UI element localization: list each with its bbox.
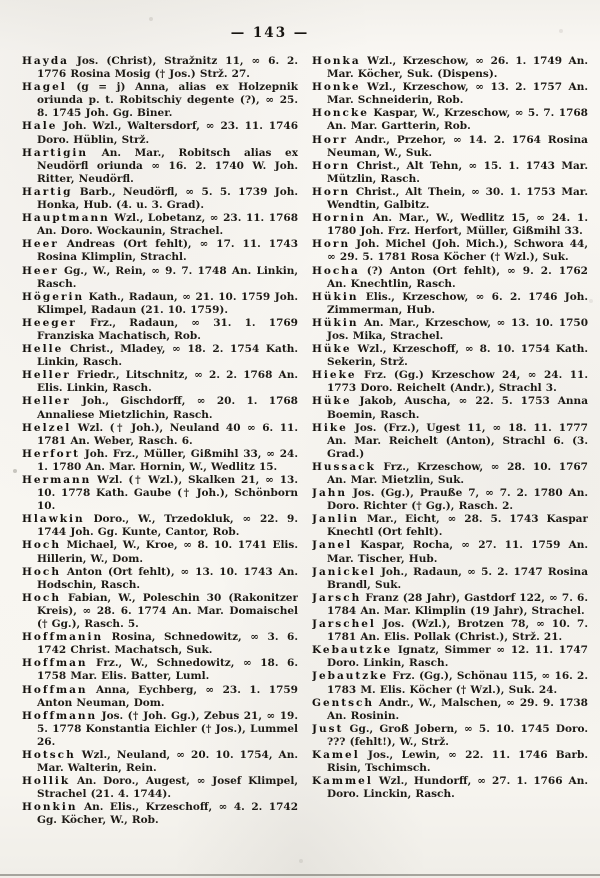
entry-surname: Jarsch — [312, 591, 362, 604]
entry-surname: Herfort — [22, 447, 81, 460]
entry-surname: Jebautzke — [312, 670, 389, 683]
register-entry: Hoffman Anna, Eychberg, ∞ 23. 1. 1759 Anton Neuman, Dom. — [22, 683, 298, 709]
entry-surname: Honcke — [312, 107, 369, 120]
register-entry: Hoffmanin Rosina, Schnedowitz, ∞ 3. 6. 1742 Christ. Machatsch, Suk. — [22, 631, 298, 657]
entry-surname: Hale — [22, 120, 58, 133]
entry-surname: Honke — [312, 81, 361, 94]
register-entry: Hauptmann Wzl., Lobetanz, ∞ 23. 11. 1768 An. Doro. Wockaunin, Strachel. — [22, 212, 298, 238]
register-entry: Hüke Jakob, Auscha, ∞ 22. 5. 1753 Anna Boemin, Rasch. — [312, 395, 588, 421]
register-entry: Jarsch Franz (28 Jahr), Gastdorf 122, ∞ 7. 6. 1784 An. Mar. Klimplin (19 Jahr), Strachel. — [312, 591, 588, 617]
register-entry: Hussack Frz., Krzeschow, ∞ 28. 10. 1767 An. Mar. Mietzlin, Suk. — [312, 460, 588, 486]
entry-surname: Hoffman — [22, 683, 88, 696]
register-entry: Kebautzke Ignatz, Simmer ∞ 12. 11. 1747 Doro. Linkin, Rasch. — [312, 644, 588, 670]
entry-surname: Hayda — [22, 55, 69, 67]
register-entry: Hermann Wzl. († Wzl.), Skalken 21, ∞ 13. 10. 1778 Kath. Gaube († Joh.), Schönborn 10. — [22, 474, 298, 513]
register-entry: Hoffman Frz., W., Schnedowitz, ∞ 18. 6. 1758 Mar. Elis. Batter, Luml. — [22, 657, 298, 683]
register-entry: Hartigin An. Mar., Robitsch alias ex Neudörfl oriunda ∞ 16. 2. 1740 W. Joh. Ritter, Neudörfl. — [22, 146, 298, 185]
entry-surname: Hoch — [22, 591, 61, 604]
entry-surname: Gentsch — [312, 696, 375, 709]
register-entry: Högerin Kath., Radaun, ∞ 21. 10. 1759 Joh. Klimpel, Radaun (21. 10. 1759). — [22, 290, 298, 316]
entry-surname: Heller — [22, 369, 71, 382]
entry-surname: Horn — [312, 238, 351, 251]
register-entry: Hükin An. Mar., Krzeschow, ∞ 13. 10. 1750 Jos. Mika, Strachel. — [312, 316, 588, 342]
register-entry: Hocha (?) Anton (Ort fehlt), ∞ 9. 2. 1762 An. Knechtlin, Rasch. — [312, 264, 588, 290]
register-entry: Janlin Mar., Eicht, ∞ 28. 5. 1743 Kaspar Knechtl (Ort fehlt). — [312, 513, 588, 539]
entry-surname: Jarschel — [312, 618, 376, 631]
entry-surname: Kebautzke — [312, 644, 393, 657]
entry-surname: Hükin — [312, 290, 359, 303]
register-entry: Janickel Joh., Radaun, ∞ 5. 2. 1747 Rosina Brandl, Suk. — [312, 565, 588, 591]
entry-surname: Helle — [22, 343, 64, 356]
entry-surname: Jahn — [312, 487, 348, 500]
entry-surname: Hüke — [312, 343, 352, 356]
register-entry: Hike Jos. (Frz.), Ugest 11, ∞ 18. 11. 1777 An. Mar. Reichelt (Anton), Strachl 6. (3. Grad.) — [312, 421, 588, 460]
register-entry: Herfort Joh. Frz., Müller, Gißmihl 33, ∞ 24. 1. 1780 An. Mar. Hornin, W., Wedlitz 15. — [22, 447, 298, 473]
register-entry: Jebautzke Frz. (Gg.), Schönau 115, ∞ 16. 2. 1783 M. Elis. Köcher († Wzl.), Suk. 24. — [312, 670, 588, 696]
register-entry: Hoch Michael, W., Kroe, ∞ 8. 10. 1741 Elis. Hillerin, W., Dom. — [22, 539, 298, 565]
register-entry: Horr Andr., Przehor, ∞ 14. 2. 1764 Rosina Neuman, W., Suk. — [312, 133, 588, 159]
entry-surname: Hagel — [22, 81, 67, 94]
entry-surname: Heer — [22, 238, 59, 251]
left-column — [22, 55, 298, 828]
register-entry: Horn Joh. Michel (Joh. Mich.), Schwora 44, ∞ 29. 5. 1781 Rosa Köcher († Wzl.), Suk. — [312, 238, 588, 264]
entry-surname: Hocha — [312, 264, 360, 277]
register-entry: Horn Christ., Alt Tehn, ∞ 15. 1. 1743 Mar. Mützlin, Rasch. — [312, 159, 588, 185]
entry-surname: Janel — [312, 539, 353, 552]
register-columns — [22, 55, 588, 828]
register-entry: Heer Gg., W., Rein, ∞ 9. 7. 1748 An. Linkin, Rasch. — [22, 264, 298, 290]
entry-surname: Hermann — [22, 474, 92, 486]
entry-surname: Horr — [312, 133, 348, 146]
scan-edge-line — [0, 874, 600, 876]
entry-surname: Heer — [22, 264, 59, 277]
entry-surname: Hauptmann — [22, 212, 110, 225]
entry-surname: Hoch — [22, 539, 61, 552]
register-entry: Hüke Wzl., Krzeschoff, ∞ 8. 10. 1754 Kath. Sekerin, Strž. — [312, 343, 588, 369]
register-entry: Hieke Frz. (Gg.) Krzeschow 24, ∞ 24. 11. 1773 Doro. Reichelt (Andr.), Strachl 3. — [312, 369, 588, 395]
register-entry: Kamel Jos., Lewin, ∞ 22. 11. 1746 Barb. Risin, Tschimsch. — [312, 748, 588, 775]
register-entry: Hlawkin Doro., W., Trzedokluk, ∞ 22. 9. 1744 Joh. Gg. Kunte, Cantor, Rob. — [22, 513, 298, 539]
entry-surname: Hike — [312, 421, 348, 434]
register-entry: Hükin Elis., Krzeschow, ∞ 6. 2. 1746 Joh. Zimmerman, Hub. — [312, 290, 588, 316]
register-entry: Hollik An. Doro., Augest, ∞ Josef Klimpel, Strachel (21. 4. 1744). — [22, 775, 298, 801]
entry-surname: Helzel — [22, 421, 72, 434]
register-entry: Heer Andreas (Ort fehlt), ∞ 17. 11. 1743 Rosina Klimplin, Strachl. — [22, 238, 298, 264]
right-column — [312, 55, 588, 828]
entry-surname: Janickel — [312, 565, 376, 578]
entry-surname: Hussack — [312, 460, 376, 473]
entry-surname: Högerin — [22, 290, 85, 303]
register-entry: Honke Wzl., Krzeschow, ∞ 13. 2. 1757 An. Mar. Schneiderin, Rob. — [312, 81, 588, 107]
entry-surname: Horn — [312, 185, 351, 198]
entry-surname: Honka — [312, 55, 361, 67]
entry-surname: Hieke — [312, 369, 357, 382]
register-entry: Just Gg., Groß Jobern, ∞ 5. 10. 1745 Doro. ??? (fehlt!), W., Strž. — [312, 722, 588, 748]
register-entry: Hotsch Wzl., Neuland, ∞ 20. 10. 1754, An. Mar. Walterin, Rein. — [22, 748, 298, 775]
entry-surname: Hlawkin — [22, 513, 85, 526]
register-entry: Hartig Barb., Neudörfl, ∞ 5. 5. 1739 Joh. Honka, Hub. (4. u. 3. Grad). — [22, 185, 298, 212]
register-entry: Horn Christ., Alt Thein, ∞ 30. 1. 1753 Mar. Wendtin, Galbitz. — [312, 185, 588, 212]
entry-surname: Hüke — [312, 395, 352, 408]
paper-specks — [0, 0, 2, 2]
register-entry: Hale Joh. Wzl., Waltersdorf, ∞ 23. 11. 1746 Doro. Hüblin, Strž. — [22, 120, 298, 146]
entry-surname: Hornin — [312, 212, 366, 225]
register-entry: Hagel (g = j) Anna, alias ex Holzepnik oriunda p. t. Robitschiy degente (?), ∞ 25. 8. 1745 Joh. Gg. Biner. — [22, 81, 298, 120]
register-entry: Hornin An. Mar., W., Wedlitz 15, ∞ 24. 1. 1780 Joh. Frz. Herfort, Müller, Gißmihl 33. — [312, 212, 588, 238]
entry-surname: Hartigin — [22, 146, 89, 159]
entry-surname: Hotsch — [22, 748, 76, 761]
register-entry: Helzel Wzl. († Joh.), Neuland 40 ∞ 6. 11. 1781 An. Weber, Rasch. 6. — [22, 421, 298, 447]
entry-surname: Janlin — [312, 513, 360, 526]
register-entry: Hayda Jos. (Christ), Stražnitz 11, ∞ 6. 2. 1776 Rosina Mosig († Jos.) Strž. 27. — [22, 55, 298, 81]
register-entry: Kammel Wzl., Hundorff, ∞ 27. 1. 1766 An. Doro. Linckin, Rasch. — [312, 775, 588, 801]
entry-surname: Hoch — [22, 565, 61, 578]
entry-surname: Hartig — [22, 185, 73, 198]
entry-surname: Kamel — [312, 748, 360, 761]
entry-surname: Kammel — [312, 775, 373, 788]
entry-surname: Hollik — [22, 775, 71, 788]
entry-surname: Hükin — [312, 316, 359, 329]
page-number: — 143 — — [230, 25, 310, 41]
register-entry: Gentsch Andr., W., Malschen, ∞ 29. 9. 1738 An. Rosinin. — [312, 696, 588, 722]
register-entry: Hoch Fabian, W., Poleschin 30 (Rakonitzer Kreis), ∞ 28. 6. 1774 An. Mar. Domaischel († Gg.), Rasch. 5. — [22, 591, 298, 631]
entry-surname: Hoffman — [22, 657, 88, 670]
register-entry: Heeger Frz., Radaun, ∞ 31. 1. 1769 Franziska Machatisch, Rob. — [22, 316, 298, 342]
entry-surname: Hoffmanin — [22, 631, 104, 644]
register-entry: Jarschel Jos. (Wzl.), Brotzen 78, ∞ 10. 7. 1781 An. Elis. Pollak (Christ.), Strž. 21. — [312, 618, 588, 644]
entry-surname: Heller — [22, 395, 71, 408]
register-entry: Honkin An. Elis., Krzeschoff, ∞ 4. 2. 1742 Gg. Köcher, W., Rob. — [22, 801, 298, 827]
register-entry: Hoch Anton (Ort fehlt), ∞ 13. 10. 1743 An. Hodschin, Rasch. — [22, 565, 298, 591]
register-entry: Hoffmann Jos. († Joh. Gg.), Zebus 21, ∞ 19. 5. 1778 Konstantia Eichler († Jos.), Lummel 26. — [22, 709, 298, 748]
register-entry: Heller Friedr., Litschnitz, ∞ 2. 2. 1768 An. Elis. Linkin, Rasch. — [22, 369, 298, 395]
register-entry: Honka Wzl., Krzeschow, ∞ 26. 1. 1749 An. Mar. Köcher, Suk. (Dispens). — [312, 55, 588, 81]
register-entry: Honcke Kaspar, W., Krzeschow, ∞ 5. 7. 1768 An. Mar. Gartterin, Rob. — [312, 107, 588, 133]
register-entry: Helle Christ., Mladey, ∞ 18. 2. 1754 Kath. Linkin, Rasch. — [22, 343, 298, 369]
register-entry: Janel Kaspar, Rocha, ∞ 27. 11. 1759 An. Mar. Tischer, Hub. — [312, 539, 588, 565]
entry-surname: Honkin — [22, 801, 78, 814]
register-entry: Jahn Jos. (Gg.), Prauße 7, ∞ 7. 2. 1780 An. Doro. Richter († Gg.), Rasch. 2. — [312, 487, 588, 513]
entry-surname: Heeger — [22, 316, 77, 329]
register-entry: Heller Joh., Gischdorff, ∞ 20. 1. 1768 Annaliese Mietzlichin, Rasch. — [22, 395, 298, 421]
entry-surname: Horn — [312, 159, 351, 172]
entry-surname: Hoffmann — [22, 709, 98, 722]
entry-surname: Just — [312, 722, 344, 735]
